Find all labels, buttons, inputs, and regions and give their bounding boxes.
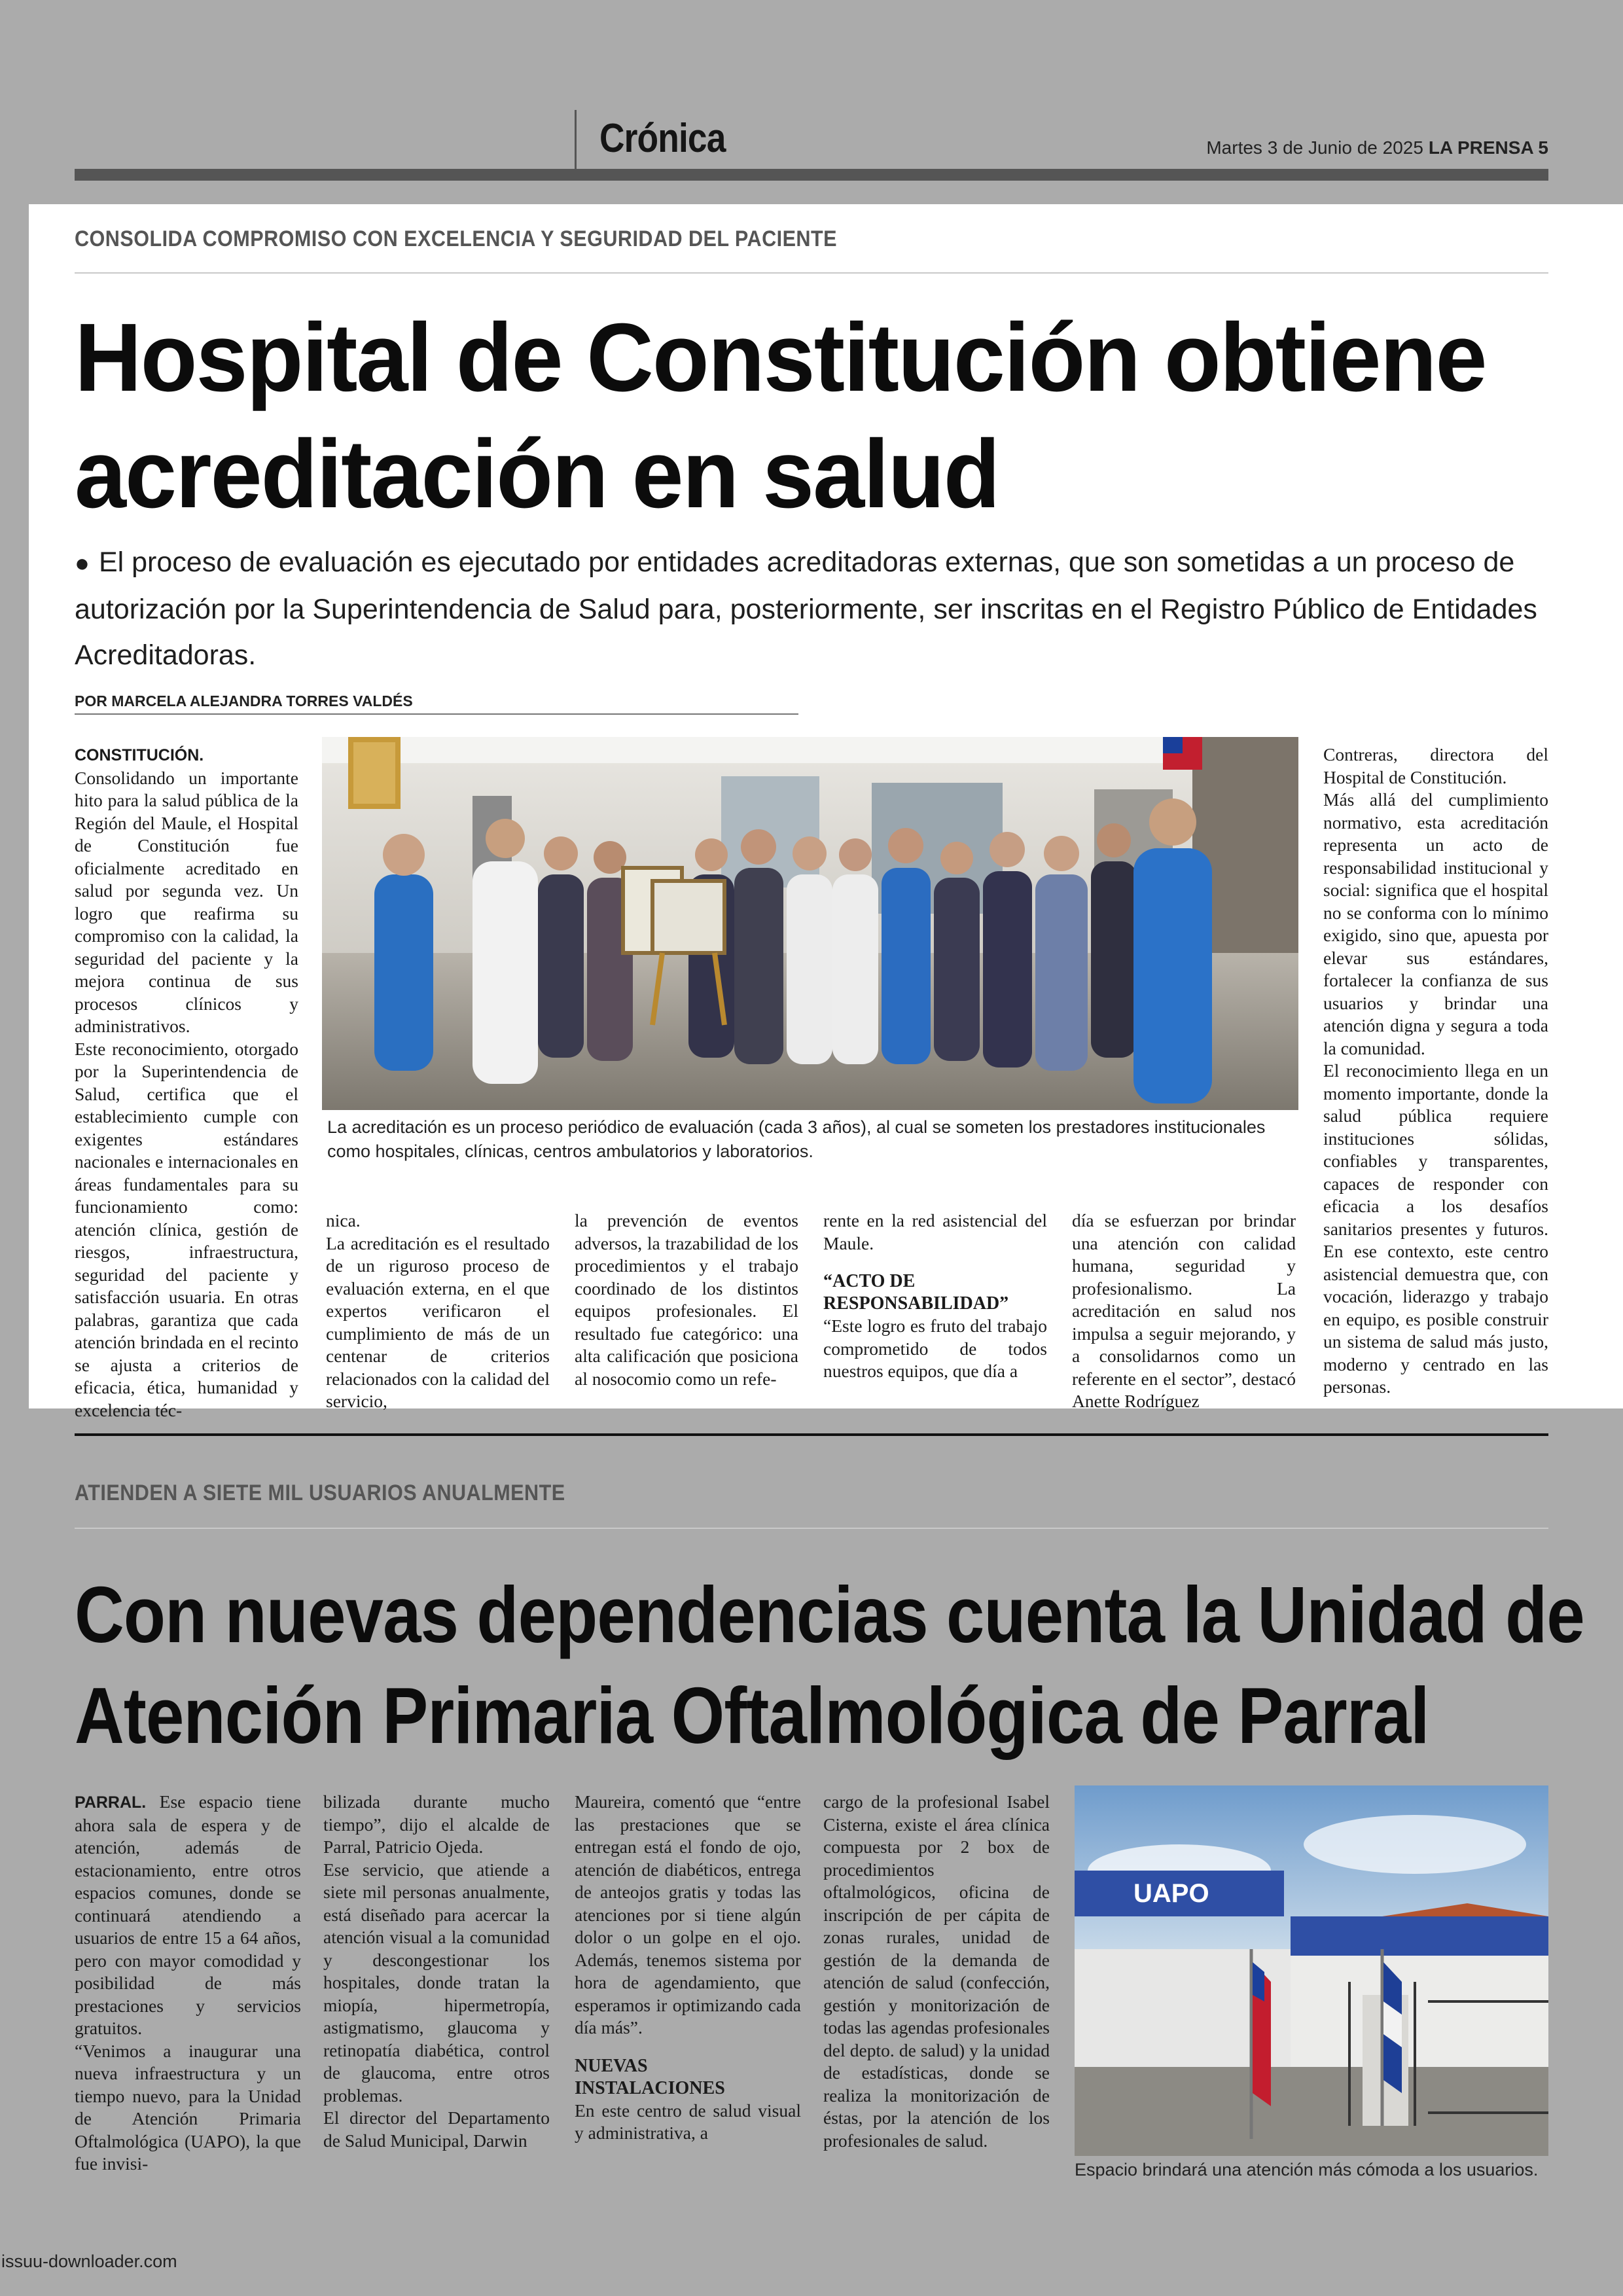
article2-column-4 [823, 1791, 1050, 2152]
article1-col2-p1: nica. [326, 1210, 361, 1230]
article-hospital-constitucion [29, 204, 1623, 1420]
uapo-building-image [1075, 1785, 1548, 2156]
article1-col5-p1: día se esfuerzan por brindar una atención con calidad humana, seguridad y profesionalismo. La acreditación en salud nos impulsa a seguir mejorando, y a consolidarnos como un referente en el sector”, destacó Anette Rodríguez [1072, 1210, 1296, 1411]
article1-column-1 [75, 744, 298, 1422]
article1-column-2 [326, 1210, 550, 1413]
article1-dateline: CONSTITUCIÓN. [75, 746, 204, 764]
article2-col1-p1: Ese espacio tiene ahora sala de espera y de atención, además de estacionamiento, entre otros espacios comunes, donde se continuará atendiendo a usuarios de entre 15 a 64 años, pero con mayor comodidad y posibilidad de más prestaciones y servicios gratuitos. [75, 1791, 301, 2038]
article2-column-2 [323, 1791, 550, 2152]
article1-column-6 [1323, 744, 1548, 1399]
article2-kicker-rule [75, 1528, 1548, 1529]
article1-headline [75, 300, 1486, 533]
article1-col4-p2: “Este logro es fruto del trabajo comprometido de todos nuestros equipos, que día a [823, 1316, 1047, 1381]
article1-headline-line2: acreditación en salud [75, 420, 999, 528]
section-title: Crónica [599, 116, 726, 161]
article1-column-5 [1072, 1210, 1296, 1413]
article1-deck [75, 539, 1547, 678]
article2-col2-p3: El director del Departamento de Salud Municipal, Darwin [323, 2108, 550, 2151]
article1-photo [322, 737, 1298, 1110]
article2-col3-p2: En este centro de salud visual y administrativa, a [575, 2100, 801, 2143]
article2-photo [1075, 1785, 1548, 2156]
article2-kicker: ATIENDEN A SIETE MIL USUARIOS ANUALMENTE [75, 1480, 565, 1505]
article1-photo-caption: La acreditación es un proceso periódico de evaluación (cada 3 años), al cual se someten los prestadores institucionales como hospitales, clínicas, centros ambulatorios y laboratorios. [327, 1117, 1266, 1161]
article2-subhead: NUEVAS INSTALACIONES [575, 2055, 725, 2098]
article1-kicker: CONSOLIDA COMPROMISO CON EXCELENCIA Y SEGURIDAD DEL PACIENTE [75, 226, 837, 251]
article1-col6-p3: El reconocimiento llega en un momento importante, donde la salud pública requiere instituciones sólidas, confiables y transparentes, capaces de responder con eficacia a los desafíos sanitarios presentes y futuros. En ese contexto, este centro asistencial demuestra que, con vocación, liderazgo y trabajo en equipo, es posible construir un sistema de salud más justo, moderno y centrado en las personas. [1323, 1060, 1548, 1397]
article1-subhead: “ACTO DE RESPONSABILIDAD” [823, 1271, 1009, 1314]
article2-headline [75, 1564, 1584, 1766]
article2-col2-p1: bilizada durante mucho tiempo”, dijo el alcalde de Parral, Patricio Ojeda. [323, 1791, 550, 1857]
article1-col2-p2: La acreditación es el resultado de un riguroso proceso de evaluación externa, en el que expertos verificaron el cumplimiento de más de un centenar de criterios relacionados con la calidad del servicio, [326, 1232, 550, 1411]
publication-page: LA PRENSA 5 [1428, 137, 1548, 158]
article2-col1-p2: “Venimos a inaugurar una nueva infraestructura y un tiempo nuevo, para la Unidad de Atención Primaria Oftalmológica (UAPO), la que fue invisi- [75, 2040, 301, 2174]
article1-deck-text: El proceso de evaluación es ejecutado por entidades acreditadoras externas, que son sometidas a un proceso de autorización por la Superintendencia de Salud para, posteriormente, ser inscritas en el Registro Público de Entidades Acreditadoras. [75, 547, 1537, 671]
bullet-icon: ● [75, 550, 90, 577]
article1-kicker-rule [75, 272, 1548, 274]
article2-col3-p1: Maureira, comentó que “entre las prestaciones que se entregan está el fondo de ojo, atención de diabéticos, entrega de anteojos gratis y todas las atenciones por si tiene algún dolor o un golpe en el ojo. Además, tenemos sistema por hora de agendamiento, que esperamos ir optimizando cada día más”. [575, 1791, 801, 2037]
article1-col1-p2: Este reconocimiento, otorgado por la Superintendencia de Salud, certifica que el establecimiento cumple con exigentes estándares nacionales e internacionales en áreas fundamentales para su funcionamiento como: atención clínica, gestión de riesgos, infraestructura, seguridad del paciente y satisfacción usuaria. En otras palabras, garantiza que cada atención brindada en el recinto se ajusta a criterios de eficacia, ética, humanidad y excelencia téc- [75, 1038, 298, 1420]
article2-photo-caption: Espacio brindará una atención más cómoda a los usuarios. [1075, 2160, 1539, 2179]
article1-headline-line1: Hospital de Constitución obtiene [75, 304, 1486, 412]
byline-rule [75, 713, 798, 715]
issue-date: Martes 3 de Junio de 2025 [1206, 137, 1423, 158]
header-rule [75, 169, 1548, 181]
date-line [1206, 137, 1548, 158]
article2-column-3 [575, 1791, 801, 2145]
article1-col3-p1: la prevención de eventos adversos, la trazabilidad de los procedimientos y el trabajo coordinado de los distintos equipos profesionales. El resultado fue categórico: una alta calificación que posiciona al nosocomio como un refe- [575, 1210, 798, 1389]
article2-col4-p1: cargo de la profesional Isabel Cisterna, existe el área clínica compuesta por 2 box de procedimientos oftalmológicos, oficina de inscripción de per cápita de zonas rurales, unidad de gestión de la demanda de atención de salud (confección, gestión y monitorización de todas las agendas profesionales del depto. de salud) y la unidad de estadísticas, donde se realiza la monitorización de éstas, por la atención de los profesionales de salud. [823, 1791, 1050, 2151]
article1-column-4 [823, 1210, 1047, 1383]
article1-col6-p1: Contreras, directora del Hospital de Constitución. [1323, 744, 1548, 787]
article2-headline-line1: Con nuevas dependencias cuenta la Unidad de [75, 1570, 1584, 1659]
uapo-sign-text: UAPO [1133, 1879, 1209, 1908]
article2-headline-line2: Atención Primaria Oftalmológica de Parral [75, 1671, 1429, 1760]
article1-col4-p1: rente en la red asistencial del Maule. [823, 1210, 1047, 1253]
article1-column-3 [575, 1210, 798, 1390]
header-divider [575, 110, 577, 169]
article-divider [75, 1433, 1548, 1436]
watermark: issuu-downloader.com [1, 2251, 177, 2271]
article1-col1-p1: Consolidando un importante hito para la salud pública de la Región del Maule, el Hospital de Constitución fue oficialmente acreditado en salud por segunda vez. Un logro que reafirma su compromiso con la calidad, la seguridad del paciente y la mejora continua de sus procesos clínicos y administrativos. [75, 767, 298, 1036]
article1-byline: POR MARCELA ALEJANDRA TORRES VALDÉS [75, 692, 413, 709]
article2-dateline: PARRAL. [75, 1793, 147, 1812]
article2-col2-p2: Ese servicio, que atiende a siete mil personas anualmente, está diseñado para acercar la atención visual a la comunidad y descongestionar los hospitales, donde tratan la miopía, hipermetropía, astigmatismo, glaucoma y retinopatía diabética, control de glaucoma, entre otros problemas. [323, 1859, 550, 2106]
article2-column-1 [75, 1791, 301, 2176]
article1-col6-p2: Más allá del cumplimiento normativo, esta acreditación representa un acto de responsabilidad institucional y social: significa que el hospital no se conforma con lo mínimo exigido, sino que, apuesta por elevar sus estándares, fortalecer la confianza de sus usuarios y brindar una atención digna y segura a toda la comunidad. [1323, 789, 1548, 1058]
group-photo-image [322, 737, 1298, 1110]
